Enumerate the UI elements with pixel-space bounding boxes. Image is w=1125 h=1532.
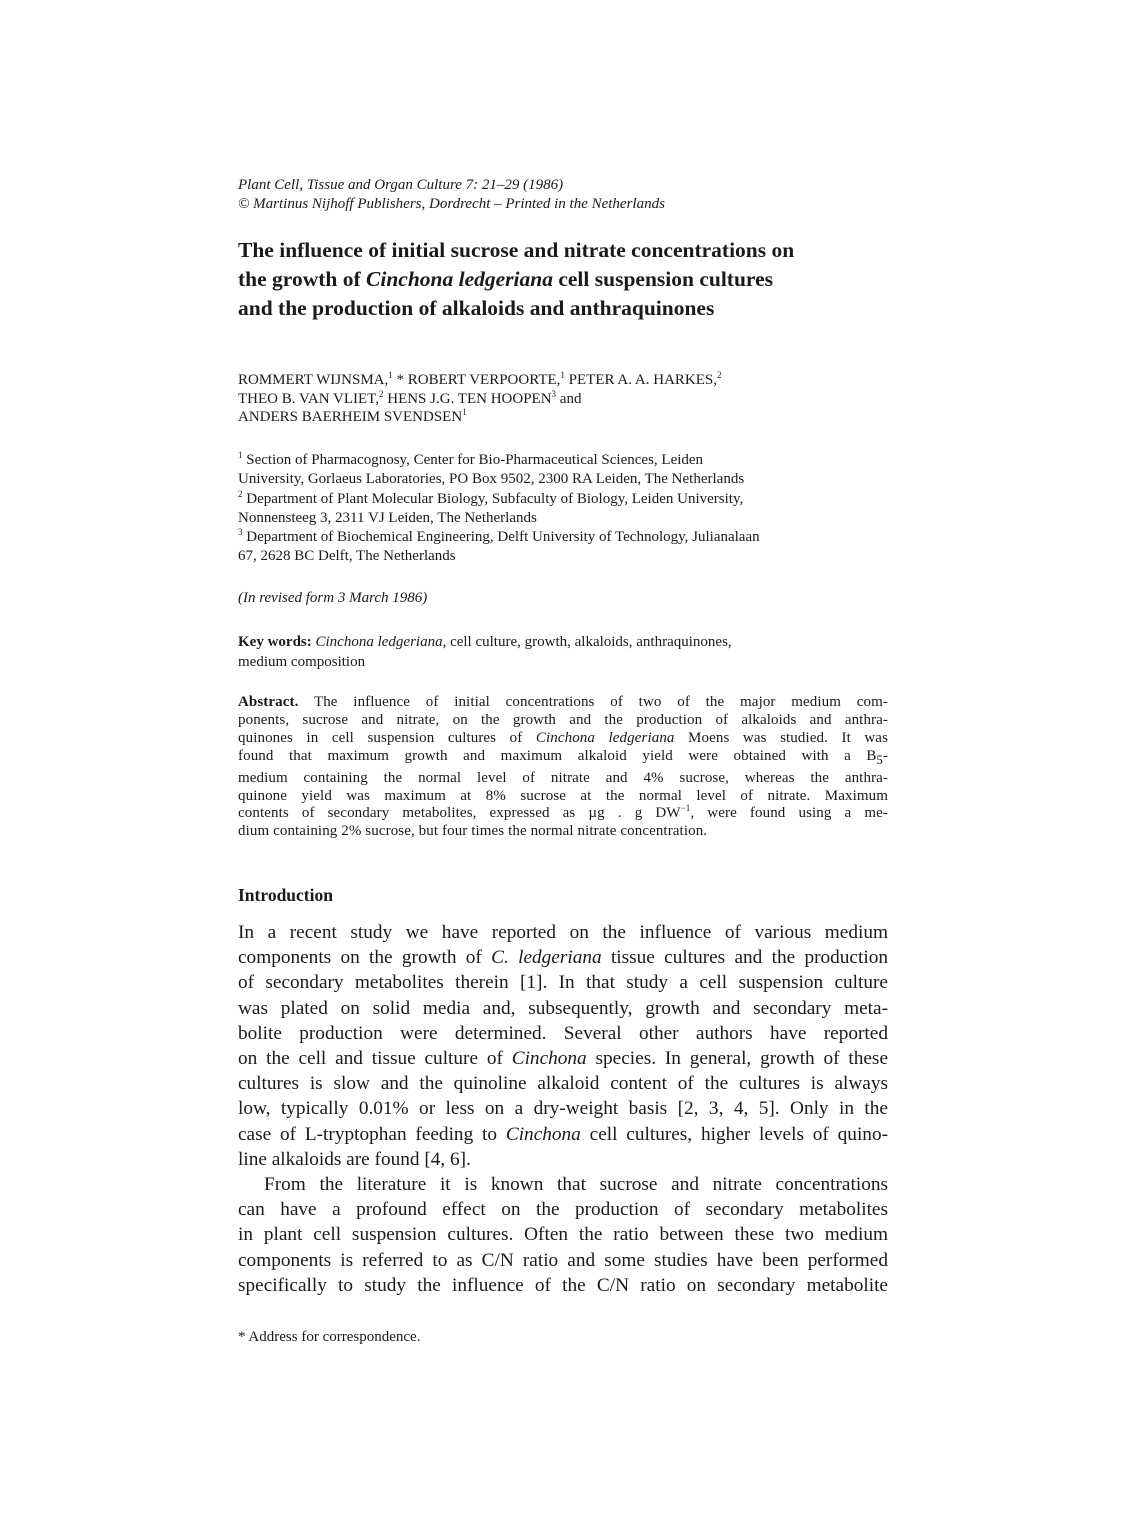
body-line: can have a profound effect on the production of secondary metabolites xyxy=(238,1199,888,1221)
affiliation-1-cont: University, Gorlaeus Laboratories, PO Box 9502, 2300 RA Leiden, The Netherlands xyxy=(238,471,745,488)
keyword-species: Cinchona ledgeriana, xyxy=(311,634,447,650)
abstract xyxy=(238,694,888,841)
author-name: PETER A. A. HARKES, xyxy=(564,372,718,388)
abstract-text: The influence of initial concentrations of two of the major medium com- xyxy=(298,694,888,710)
affil-marker: 2 xyxy=(378,388,384,399)
affil-text: Section of Pharmacognosy, Center for Bio-Pharmaceutical Sciences, Leiden xyxy=(242,452,704,468)
abstract-line: quinone yield was maximum at 8% sucrose at the normal level of nitrate. Maximum xyxy=(238,787,888,804)
footnote: * Address for correspondence. xyxy=(238,1329,421,1345)
keywords-line-1 xyxy=(238,633,732,653)
body-line: line alkaloids are found [4, 6]. xyxy=(238,1148,471,1170)
affiliation-2-cont: Nonnensteeg 3, 2311 VJ Leiden, The Netherlands xyxy=(238,509,537,526)
abstract-line xyxy=(238,748,888,770)
revised-date: (In revised form 3 March 1986) xyxy=(238,590,428,606)
body-text: species. In general, growth of these xyxy=(586,1048,888,1070)
title-text: cell suspension cultures xyxy=(552,267,773,291)
affiliation-3 xyxy=(238,528,760,547)
body-line xyxy=(238,1046,888,1071)
affil-marker: 1 xyxy=(388,370,393,380)
abstract-line: medium containing the normal level of nitrate and 4% sucrose, whereas the anthra- xyxy=(238,769,888,786)
body-line: bolite production were determined. Several other authors have reported xyxy=(238,1022,888,1044)
body-line xyxy=(238,1122,888,1147)
author-name: ROBERT VERPOORTE, xyxy=(407,372,561,388)
author-and: and xyxy=(556,390,582,407)
affil-number: 1 xyxy=(238,450,243,460)
body-text: on the cell and tissue culture of xyxy=(238,1048,512,1070)
affiliation-1 xyxy=(238,451,760,470)
keywords xyxy=(238,633,732,672)
abstract-text: contents of secondary metabolites, expressed as µg . g DW xyxy=(238,805,681,822)
paper-title xyxy=(238,236,878,323)
superscript: −1 xyxy=(680,803,691,814)
body-line: cultures is slow and the quinoline alkaloid content of the cultures is always xyxy=(238,1073,888,1095)
abstract-text: quinones in cell suspension cultures of xyxy=(238,729,536,746)
body-text: case of L-tryptophan feeding to xyxy=(238,1123,506,1145)
corresponding-marker: * xyxy=(392,372,408,388)
title-line-3: and the production of alkaloids and anthraquinones xyxy=(238,296,715,320)
abstract-label: Abstract. xyxy=(238,694,299,710)
author-name: ROMMERT WIJNSMA, xyxy=(238,372,389,388)
affil-number: 3 xyxy=(238,527,243,538)
affil-text: Department of Biochemical Engineering, Delft University of Technology, Julianalaan xyxy=(242,529,760,546)
section-heading-introduction: Introduction xyxy=(238,885,333,905)
subscript: 5 xyxy=(876,752,883,767)
body-species: C. ledgeriana xyxy=(491,947,602,969)
affil-marker: 1 xyxy=(560,370,565,380)
keywords-label: Key words: xyxy=(238,634,312,650)
body-line: of secondary metabolites therein [1]. In that study a cell suspension culture xyxy=(238,972,888,994)
authors-line-2 xyxy=(238,390,722,409)
body-line: In a recent study we have reported on the influence of various medium xyxy=(238,922,888,943)
title-text: the growth of xyxy=(238,267,366,291)
author-name: THEO B. VAN VLIET, xyxy=(238,390,379,407)
abstract-line: dium containing 2% sucrose, but four times the normal nitrate concentration. xyxy=(238,823,708,840)
introduction-body xyxy=(238,920,888,1298)
abstract-text: , were found using a me- xyxy=(690,805,888,822)
abstract-species: Cinchona ledgeriana xyxy=(535,729,675,746)
abstract-line xyxy=(238,730,888,748)
body-species: Cinchona xyxy=(511,1048,587,1070)
author-name: ANDERS BAERHEIM SVENDSEN xyxy=(238,409,463,425)
keyword-list: cell culture, growth, alkaloids, anthraquinones, xyxy=(446,634,732,650)
abstract-line xyxy=(238,694,888,712)
body-line: in plant cell suspension cultures. Often the ratio between these two medium xyxy=(238,1224,888,1246)
body-line xyxy=(238,945,888,970)
keywords-line-2: medium composition xyxy=(238,653,366,670)
body-line: components is referred to as C/N ratio and some studies have been performed xyxy=(238,1249,888,1271)
affiliations xyxy=(238,451,760,567)
body-species: Cinchona xyxy=(505,1123,581,1145)
affil-text: Department of Plant Molecular Biology, Subfaculty of Biology, Leiden University, xyxy=(242,490,744,507)
affil-marker: 3 xyxy=(551,388,557,399)
body-line: specifically to study the influence of the C/N ratio on secondary metabolite xyxy=(238,1274,888,1296)
affil-number: 2 xyxy=(238,488,243,499)
authors-line-1 xyxy=(238,371,722,390)
affil-marker: 1 xyxy=(462,407,467,417)
journal-citation xyxy=(238,176,665,214)
affil-marker: 2 xyxy=(717,370,722,380)
body-text: tissue cultures and the production xyxy=(601,947,888,969)
abstract-text: found that maximum growth and maximum alkaloid yield were obtained with a B xyxy=(238,747,877,764)
abstract-line: ponents, sucrose and nitrate, on the growth and the production of alkaloids and anthra- xyxy=(238,711,888,728)
body-text: cell cultures, higher levels of quino- xyxy=(580,1123,889,1145)
abstract-line xyxy=(238,805,888,823)
title-line-1: The influence of initial sucrose and nitrate concentrations on xyxy=(238,238,795,262)
author-list xyxy=(238,371,722,427)
authors-line-3 xyxy=(238,408,722,427)
body-text: components on the growth of xyxy=(238,947,492,969)
title-line-2 xyxy=(238,265,878,294)
abstract-text: - xyxy=(882,747,888,764)
journal-line-2: © Martinus Nijhoff Publishers, Dordrecht – Printed in the Netherlands xyxy=(238,196,665,212)
affiliation-3-cont: 67, 2628 BC Delft, The Netherlands xyxy=(238,548,456,565)
affiliation-2 xyxy=(238,490,760,509)
author-name: HENS J.G. TEN HOOPEN xyxy=(383,390,552,407)
journal-line-1: Plant Cell, Tissue and Organ Culture 7: 21–29 (1986) xyxy=(238,177,564,193)
body-line: was plated on solid media and, subsequently, growth and secondary meta- xyxy=(238,997,888,1019)
title-species: Cinchona ledgeriana xyxy=(366,267,553,291)
body-line: From the literature it is known that sucrose and nitrate concentrations xyxy=(264,1174,888,1196)
body-line: low, typically 0.01% or less on a dry-weight basis [2, 3, 4, 5]. Only in the xyxy=(238,1098,888,1120)
abstract-text: Moens was studied. It was xyxy=(674,729,889,746)
